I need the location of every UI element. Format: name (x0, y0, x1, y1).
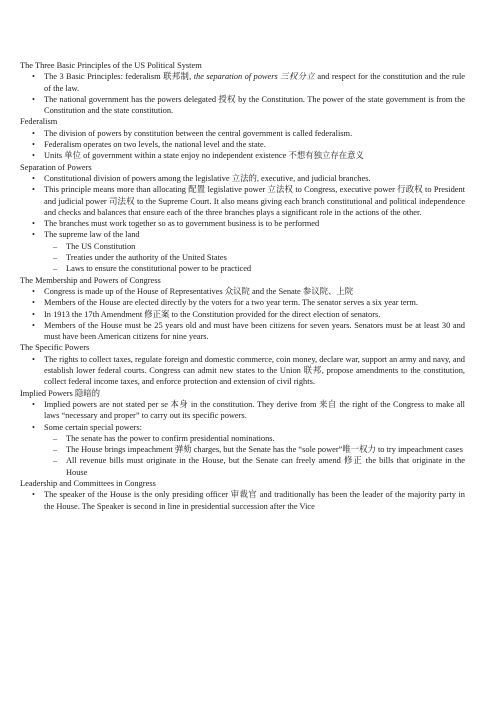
bullet-item: • Members of the House are elected directly by the voters for a two year term. The senator serves a six year term. (20, 297, 465, 308)
section-specific-powers (20, 342, 465, 387)
bullet-item: • Units 单位 of government within a state enjoy no independent existence 不想有独立存在意义 (20, 150, 465, 161)
section-implied-powers (20, 388, 465, 478)
bullet-list (20, 128, 465, 162)
dash-item: – The US Constitution (20, 241, 465, 252)
section-membership-powers-congress (20, 275, 465, 343)
bullet-item: • Members of the House must be 25 years old and must have been citizens for seven years. Senators must be at least 30 and must have been American citizens for nine years. (20, 320, 465, 343)
dash-item: – All revenue bills must originate in the House, but the Senate can freely amend 修正 the bills that originate in the House (20, 455, 465, 478)
section-heading: The Three Basic Principles of the US Political System (20, 61, 202, 70)
bullet-item: • Implied powers are not stated per se 本身 in the constitution. They derive from 来自 the right of the Congress to make all laws “necessary and proper” to carry out its specific powers. (20, 399, 465, 422)
bullet-item: • The speaker of the House is the only presiding officer 审裁官 and traditionally has been the leader of the majority party in the House. The Speaker is second in line in presidential succession after the Vice (20, 489, 465, 512)
section-heading: The Membership and Powers of Congress (20, 275, 161, 285)
bullet-list (20, 354, 465, 388)
bullet-text: The 3 Basic Principles: federalism 联邦制, (44, 72, 194, 82)
bullet-list (20, 286, 465, 342)
bullet-emphasis: the separation of powers 三权分立 (193, 72, 315, 82)
bullet-list (20, 173, 465, 275)
bullet-item: • Some certain special powers: (20, 422, 465, 433)
section-heading: Separation of Powers (20, 162, 92, 172)
section-federalism (20, 116, 465, 161)
bullet-item: • The national government has the powers delegated 授权 by the Constitution. The power of the state government is from the Constitution and the state constitution. (20, 94, 465, 117)
bullet-item (20, 71, 465, 94)
section-heading: The Specific Powers (20, 343, 90, 353)
document-page (20, 60, 465, 512)
bullet-list (20, 71, 465, 116)
dash-item: – Treaties under the authority of the United States (20, 252, 465, 263)
bullet-item: • The branches must work together so as to government business is to be performed (20, 218, 465, 229)
section-heading: Implied Powers 隐暗的 (20, 388, 101, 398)
bullet-item: • The supreme law of the land (20, 229, 465, 240)
bullet-item: • Congress is made up of the House of Representatives 众议院 and the Senate 参议院、上院 (20, 286, 465, 297)
section-leadership-committees (20, 478, 465, 512)
bullet-text: and respect for the constitution and the rule of the law. (44, 72, 465, 93)
bullet-item: • The rights to collect taxes, regulate foreign and domestic commerce, coin money, declare war, support an army and navy, and establish lower federal courts. Congress can admit new states to the Union 联邦, propose amendments to the constitution, collect federal income taxes, and enforce protection and extension of civil rights. (20, 354, 465, 388)
bullet-item: • This principle means more than allocating 配置 legislative power 立法权 to Congress, executive power 行政权 to President and judicial power 司法权 to the Supreme Court. It also means giving each branch constitutional and political independence and checks and balances that ensure each of the three branches plays a significant role in the actions of the other. (20, 184, 465, 218)
section-heading: Leadership and Committees in Congress (20, 478, 156, 488)
bullet-item: • The division of powers by constitution between the central government is called federalism. (20, 128, 465, 139)
dash-item: – The senate has the power to confirm presidential nominations. (20, 433, 465, 444)
bullet-item: • In 1913 the 17th Amendment 修正案 to the Constitution provided for the direct election of senators. (20, 309, 465, 320)
bullet-list (20, 489, 465, 512)
section-heading: Federalism (20, 117, 58, 127)
section-three-principles (20, 60, 465, 116)
dash-item: – Laws to ensure the constitutional power to be practiced (20, 263, 465, 274)
dash-item: – The House brings impeachment 弹劾 charges, but the Senate has the “sole power”唯一权力 to try impeachment cases (20, 444, 465, 455)
bullet-list (20, 399, 465, 478)
bullet-item: • Federalism operates on two levels, the national level and the state. (20, 139, 465, 150)
bullet-item: • Constitutional division of powers among the legislative 立法的, executive, and judicial branches. (20, 173, 465, 184)
section-separation-of-powers (20, 162, 465, 275)
